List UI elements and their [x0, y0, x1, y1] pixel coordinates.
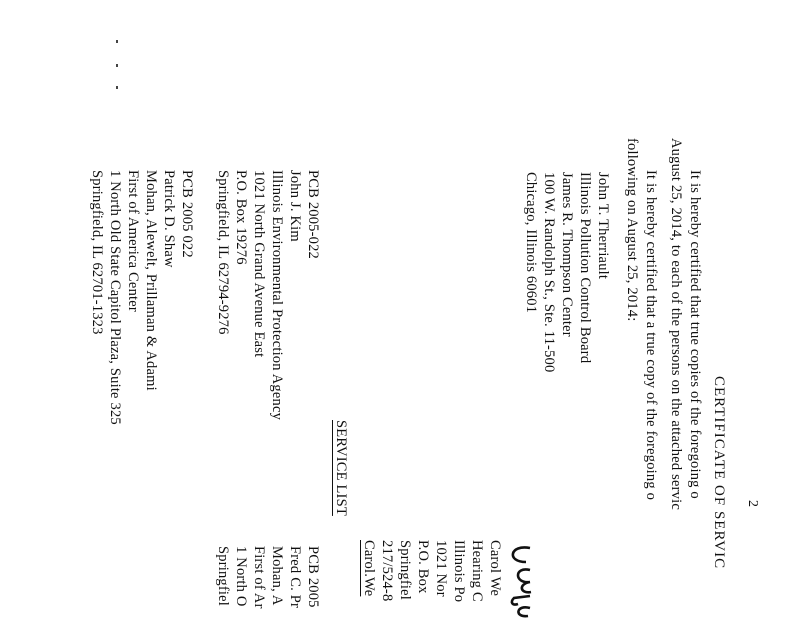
- signer-line: Springfiel: [397, 540, 413, 600]
- service-entry-line: PCB 2005: [305, 546, 321, 608]
- service-entry-line: 1 North Old State Capitol Plaza, Suite 325: [107, 170, 123, 425]
- signer-line: Carol We: [487, 540, 503, 597]
- service-entry-line: Mohan, A: [269, 546, 285, 606]
- paragraph-2-line-1: It is hereby certified that a true copy of the foregoing o: [643, 170, 659, 501]
- signer-line: Illinois Po: [451, 540, 467, 603]
- scan-mark: [116, 86, 118, 89]
- service-entry-line: Springfield, IL 62701-1323: [89, 170, 105, 335]
- service-entry-line: John J. Kim: [287, 170, 303, 242]
- page-number: 2: [745, 500, 760, 507]
- service-list-heading: SERVICE LIST: [333, 420, 349, 516]
- scan-mark: [116, 64, 118, 67]
- paragraph-2-line-2: following on August 25, 2014:: [624, 138, 640, 322]
- service-entry-line: Mohan, Alewelt, Prillaman & Adami: [143, 170, 159, 391]
- scan-mark: [116, 40, 118, 43]
- recipient-line: 100 W. Randolph St., Ste. 11-500: [541, 172, 557, 373]
- service-entry-line: P.O. Box 19276: [233, 170, 249, 265]
- paragraph-1-line-1: It is hereby certified that true copies of the foregoing o: [687, 170, 703, 499]
- service-entry-line: Patrick D. Shaw: [161, 170, 177, 268]
- signer-email: Carol.We: [361, 540, 377, 597]
- service-entry-line: First of America Center: [125, 170, 141, 312]
- service-entry-line: PCB 2005 022: [179, 170, 195, 258]
- signer-line: 1021 Nor: [433, 540, 449, 597]
- service-entry-line: 1021 North Grand Avenue East: [251, 170, 267, 358]
- paragraph-1-line-2: August 25, 2014, to each of the persons on the attached servic: [668, 138, 684, 510]
- recipient-line: James R. Thompson Center: [559, 172, 575, 337]
- service-entry-line: PCB 2005-022: [305, 170, 321, 260]
- recipient-line: Chicago, Illinois 60601: [523, 172, 539, 314]
- service-entry-line: First of Ar: [251, 546, 267, 609]
- signer-line: 217/524-8: [379, 540, 395, 602]
- service-entry-line: Springfiel: [215, 546, 231, 606]
- document-title: CERTIFICATE OF SERVIC: [711, 376, 727, 570]
- service-entry-line: Illinois Environmental Protection Agency: [269, 170, 285, 421]
- service-entry-line: Springfield, IL 62794-9276: [215, 170, 231, 335]
- signer-line: Hearing C: [469, 540, 485, 602]
- signer-line: P.O. Box: [415, 540, 431, 594]
- service-entry-line: 1 North O: [233, 546, 249, 607]
- recipient-line: Illinois Pollution Control Board: [577, 172, 593, 364]
- recipient-line: John T. Therriault: [595, 172, 611, 280]
- service-entry-line: Fred C. Pr: [287, 546, 303, 609]
- handwritten-signature: [500, 540, 540, 618]
